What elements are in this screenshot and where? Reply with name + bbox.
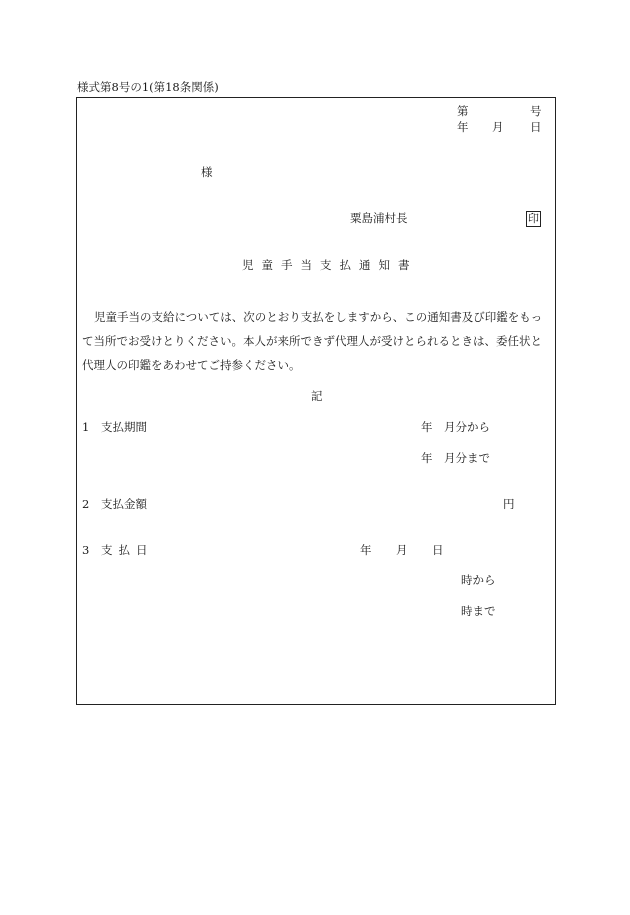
- period-label: 支払期間: [101, 420, 147, 434]
- time-from: 時から: [461, 573, 496, 587]
- payment-date-label: 支払日: [101, 543, 154, 557]
- seal-box: 印: [528, 212, 539, 225]
- body-line: 児童手当の支給については、次のとおり支払をしますから、この通知書及び印鑑をもっ: [94, 310, 543, 324]
- date-year-label: 年: [457, 120, 469, 134]
- number-prefix: 第: [457, 104, 469, 118]
- payment-day: 日: [432, 543, 444, 557]
- date-month-label: 月: [492, 120, 504, 134]
- body-line: て当所でお受けとりください。本人が来所できず代理人が受けとられるときは、委任状と: [82, 334, 542, 348]
- body-line: 代理人の印鑑をあわせてご持参ください。: [82, 358, 301, 372]
- period-from-year: 年: [421, 420, 433, 434]
- ki-heading: 記: [311, 389, 323, 403]
- document-title: 児童手当支払通知書: [242, 258, 418, 272]
- number-suffix: 号: [530, 104, 542, 118]
- item-number: 2: [82, 497, 90, 511]
- time-to: 時まで: [461, 604, 496, 618]
- seal-mark: [526, 211, 541, 227]
- period-to-text: 月分まで: [444, 451, 490, 465]
- item-number: 1: [82, 420, 90, 434]
- payment-month: 月: [396, 543, 408, 557]
- body-text: [82, 305, 554, 377]
- date-day-label: 日: [530, 120, 542, 134]
- amount-label: 支払金額: [101, 497, 147, 511]
- period-from-text: 月分から: [444, 420, 490, 434]
- payment-year: 年: [360, 543, 372, 557]
- item-number: 3: [82, 543, 90, 557]
- form-label: 様式第8号の1(第18条関係): [77, 80, 219, 94]
- issuer-name: 粟島浦村長: [350, 211, 408, 225]
- amount-unit: 円: [503, 497, 515, 511]
- period-to-year: 年: [421, 451, 433, 465]
- addressee-honorific: 様: [201, 165, 213, 179]
